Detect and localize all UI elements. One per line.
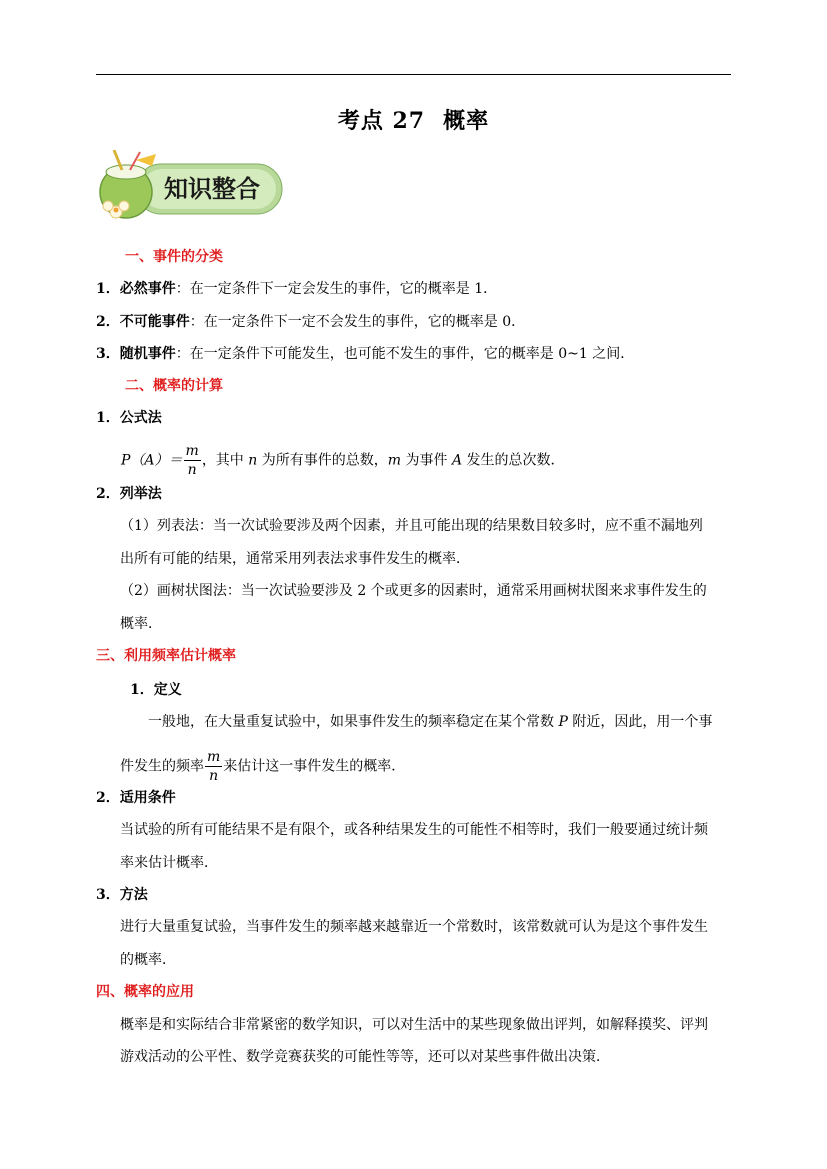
page-title	[0, 104, 827, 135]
section-heading-3: 三、利用频率估计概率	[96, 648, 236, 664]
section-heading-4: 四、概率的应用	[96, 984, 194, 1000]
term-impossible-event: 不可能事件	[119, 314, 190, 330]
term-random-event: 随机事件	[119, 346, 176, 362]
list-item: 2．不可能事件：在一定条件下一定不会发生的事件，它的概率是 0．	[96, 314, 526, 330]
knowledge-badge	[96, 150, 286, 222]
badge-label: 知识整合	[164, 175, 260, 203]
subheading-conditions: 2．适用条件	[96, 790, 176, 806]
paragraph-line: 件发生的频率 $\frac{m}{n}$ 来估计这一事件发生的概率．	[120, 749, 406, 784]
paragraph-line: 率来估计概率．	[120, 855, 218, 871]
fraction-m-over-n: $\frac{m}{n}$	[185, 443, 199, 478]
probability-formula: P（A）＝ $\frac{m}{n}$ ，其中 n 为所有事件的总数，m 为事件 A 发生的总次数．	[121, 443, 565, 478]
list-item: 1．必然事件：在一定条件下一定会发生的事件，它的概率是 1．	[96, 281, 498, 297]
paragraph-line: （1）列表法：当一次试验要涉及两个因素，并且可能出现的结果数目较多时，应不重不漏地列	[120, 518, 703, 534]
paragraph-line: （2）画树状图法：当一次试验要涉及 2 个或更多的因素时，通常采用画树状图来求事件发生的	[120, 583, 707, 599]
subheading-enumeration: 2．列举法	[96, 486, 162, 502]
title-topic-name: 概率	[443, 108, 490, 134]
paragraph-line: 概率．	[120, 616, 162, 632]
section-heading-2: 二、概率的计算	[125, 378, 223, 394]
paragraph-line: 进行大量重复试验，当事件发生的频率越来越靠近一个常数时，该常数就可认为是这个事件发生	[120, 919, 708, 935]
subheading-formula: 1．公式法	[96, 410, 162, 426]
fraction-frequency: $\frac{m}{n}$	[207, 749, 221, 784]
paragraph-line: 概率是和实际结合非常紧密的数学知识，可以对生活中的某些现象做出评判，如解释摸奖、评判	[120, 1017, 708, 1033]
paragraph-line: 一般地，在大量重复试验中，如果事件发生的频率稳定在某个常数 P 附近，因此，用一个事	[148, 714, 713, 730]
section-heading-1: 一、事件的分类	[125, 249, 223, 265]
title-topic-number: 考点 27	[337, 108, 426, 134]
paragraph-line: 的概率．	[120, 952, 176, 968]
paragraph-line: 游戏活动的公平性、数学竞赛获奖的可能性等等，还可以对某些事件做出决策．	[120, 1049, 610, 1065]
header-rule	[96, 74, 731, 75]
list-item: 3．随机事件：在一定条件下可能发生，也可能不发生的事件，它的概率是 0~1 之间．	[96, 346, 635, 362]
subheading-definition: 1．定义	[130, 682, 182, 698]
paragraph-line: 当试验的所有可能结果不是有限个，或各种结果发生的可能性不相等时，我们一般要通过统计频	[120, 822, 708, 838]
paragraph-line: 出所有可能的结果，通常采用列表法求事件发生的概率．	[120, 551, 470, 567]
coconut-top-icon	[106, 165, 146, 179]
subheading-method: 3．方法	[96, 887, 148, 903]
term-certain-event: 必然事件	[119, 281, 176, 297]
